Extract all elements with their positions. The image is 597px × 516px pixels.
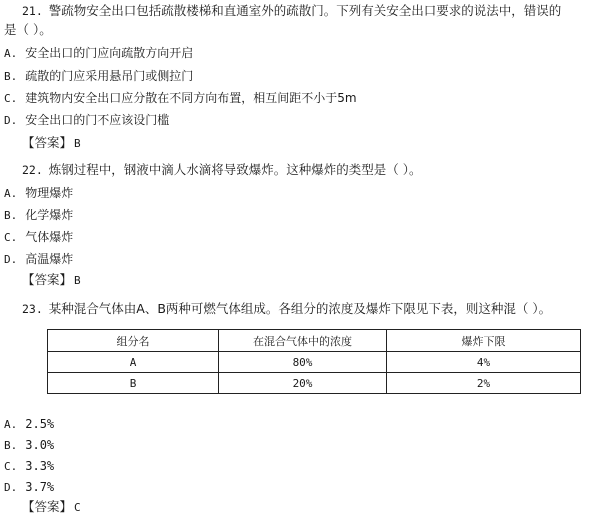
answer-label: 【答案】 (22, 272, 73, 287)
question-23-stem (22, 301, 551, 317)
question-22-stem (22, 162, 422, 178)
option-text: 化学爆炸 (25, 208, 74, 222)
option-text: 2.5% (25, 417, 55, 431)
option-letter: A. (4, 47, 18, 60)
table-cell: 4% (387, 352, 581, 373)
question-21-option-a (4, 45, 193, 62)
table-cell: A (48, 352, 219, 373)
table-row (48, 373, 581, 394)
option-letter: D. (4, 481, 18, 494)
question-23-option-c (4, 458, 54, 475)
table-cell: 2% (387, 373, 581, 394)
option-letter: A. (4, 187, 18, 200)
question-23-option-a (4, 416, 54, 433)
question-22-stem-text: 炼钢过程中，钢液中滴人水滴将导致爆炸。这种爆炸的类型是（ ）。 (48, 162, 422, 177)
answer-value: B (74, 274, 81, 287)
question-21-option-b (4, 68, 193, 85)
option-letter: B. (4, 439, 18, 452)
table-cell: 80% (219, 352, 387, 373)
question-21-number: 21. (22, 4, 43, 18)
question-23-option-d (4, 479, 54, 496)
question-22-option-d (4, 251, 73, 268)
option-letter: A. (4, 418, 18, 431)
question-21-option-d (4, 112, 169, 129)
option-text: 3.3% (25, 459, 55, 473)
answer-value: B (74, 137, 81, 150)
question-21-stem-text: 警疏物安全出口包括疏散楼梯和直通室外的疏散门。下列有关安全出口要求的说法中，错误的 (48, 3, 562, 18)
option-text: 高温爆炸 (25, 252, 74, 266)
option-text: 气体爆炸 (25, 230, 74, 244)
concentration-table (47, 329, 581, 394)
answer-label: 【答案】 (22, 135, 73, 150)
table-header-cell: 组分名 (48, 330, 219, 352)
question-23-stem-text: 某种混合气体由A、B两种可燃气体组成。各组分的浓度及爆炸下限见下表，则这种混（ ）。 (48, 301, 552, 316)
option-letter: C. (4, 92, 18, 105)
question-23-number: 23. (22, 302, 43, 316)
table-header-row (48, 330, 581, 352)
option-letter: B. (4, 70, 18, 83)
option-letter: D. (4, 114, 18, 127)
option-letter: C. (4, 460, 18, 473)
question-21-answer (22, 135, 81, 152)
question-23-option-b (4, 437, 54, 454)
option-text: 物理爆炸 (25, 186, 74, 200)
answer-value: C (74, 501, 81, 514)
question-21-stem-line1 (22, 3, 561, 19)
option-letter: C. (4, 231, 18, 244)
question-23-answer (22, 499, 81, 516)
question-22-answer (22, 272, 81, 289)
table-header-cell: 在混合气体中的浓度 (219, 330, 387, 352)
question-22-option-c (4, 229, 73, 246)
question-22-option-b (4, 207, 73, 224)
option-text: 疏散的门应采用悬吊门或侧拉门 (25, 69, 194, 83)
table-row (48, 352, 581, 373)
option-text: 安全出口的门不应该设门槛 (25, 113, 170, 127)
question-21-stem-line2: 是（ ）。 (4, 22, 52, 37)
table-header-cell: 爆炸下限 (387, 330, 581, 352)
option-letter: D. (4, 253, 18, 266)
option-text: 3.7% (25, 480, 55, 494)
option-text: 安全出口的门应向疏散方向开启 (25, 46, 194, 60)
table-cell: B (48, 373, 219, 394)
question-22-number: 22. (22, 163, 43, 177)
table-cell: 20% (219, 373, 387, 394)
option-text: 建筑物内安全出口应分散在不同方向布置，相互间距不小于5m (25, 91, 357, 105)
question-22-option-a (4, 185, 73, 202)
option-letter: B. (4, 209, 18, 222)
option-text: 3.0% (25, 438, 55, 452)
answer-label: 【答案】 (22, 499, 73, 514)
question-21-option-c (4, 90, 357, 107)
